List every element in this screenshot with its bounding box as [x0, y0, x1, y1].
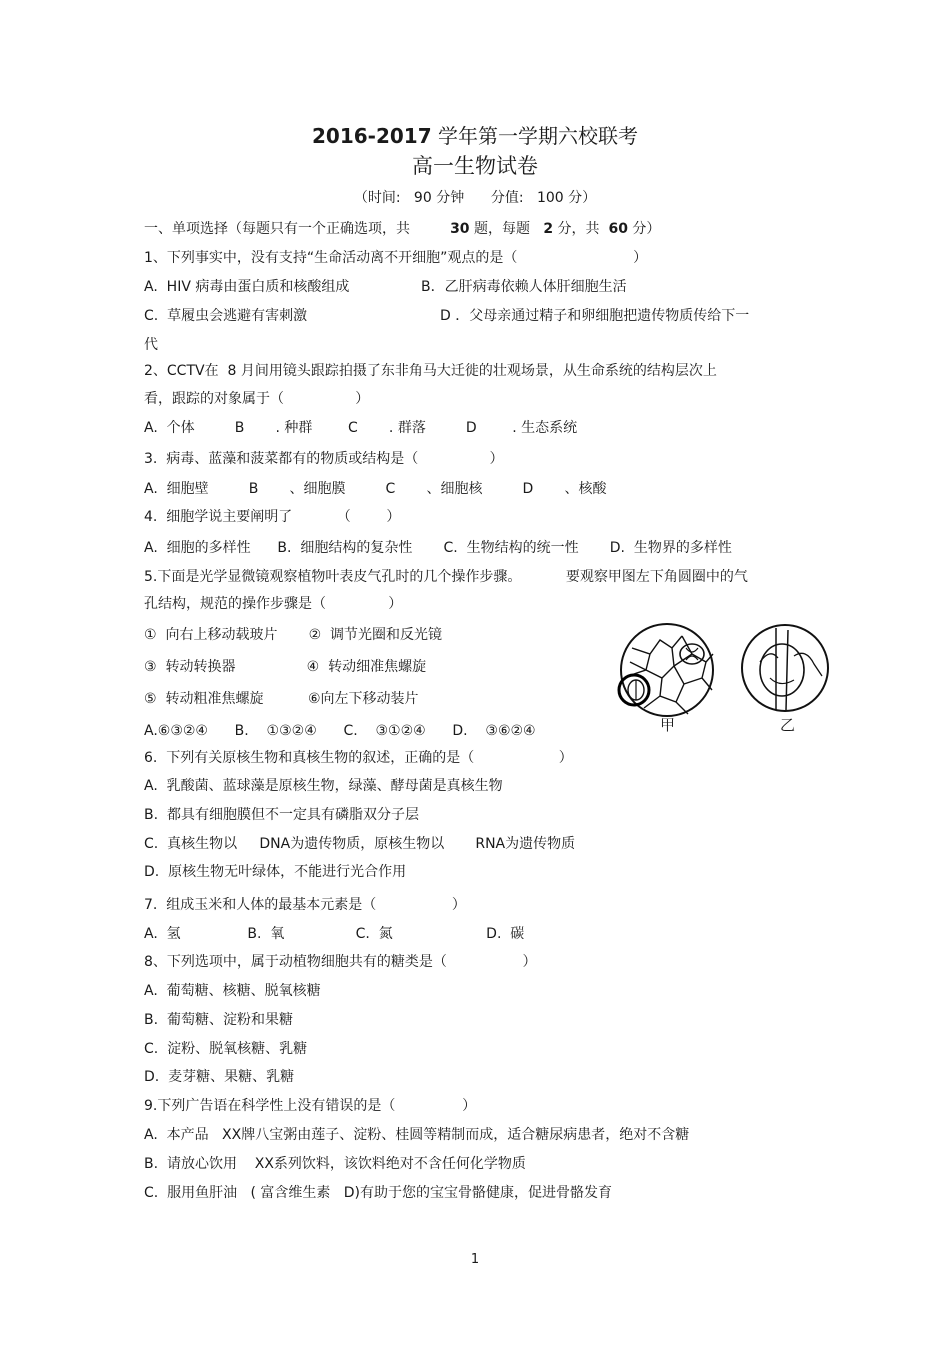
figure-jia-field	[619, 624, 713, 716]
question-line: A. 细胞的多样性 B. 细胞结构的复杂性 C. 生物结构的统一性 D. 生物界的多样性	[144, 540, 732, 556]
question-line: 7. 组成玉米和人体的最基本元素是（ ）	[144, 897, 466, 913]
section-text-c: 分，共	[553, 221, 609, 237]
question-line: D. 麦芽糖、果糖、乳糖	[144, 1069, 295, 1085]
question-line: A. 乳酸菌、蓝球藻是原核生物，绿藻、酵母菌是真核生物	[144, 778, 503, 794]
section-question-count: 30	[450, 221, 470, 237]
question-line: C. 草履虫会逃避有害刺激	[144, 308, 308, 324]
question-line: C. 服用鱼肝油 ( 富含维生素 D)有助于您的宝宝骨骼健康，促进骨骼发育	[144, 1185, 612, 1201]
question-line: D. 原核生物无叶绿体，不能进行光合作用	[144, 864, 407, 880]
question-line: 8、下列选项中，属于动植物细胞共有的糖类是（ ）	[144, 954, 537, 970]
question-line: A. HIV 病毒由蛋白质和核酸组成	[144, 279, 350, 295]
question-line: 5.下面是光学显微镜观察植物叶表皮气孔时的几个操作步骤。 要观察甲图左下角圆圈中的气	[144, 569, 748, 585]
question-line: C. 真核生物以 DNA为遗传物质，原核生物以 RNA为遗传物质	[144, 836, 576, 852]
question-line: 看，跟踪的对象属于（ ）	[144, 391, 370, 407]
question-line: B. 都具有细胞膜但不一定具有磷脂双分子层	[144, 807, 419, 823]
question-line: 3. 病毒、蓝藻和菠菜都有的物质或结构是（ ）	[144, 451, 504, 467]
exam-title	[0, 122, 950, 150]
question-line: ① 向右上移动载玻片 ② 调节光圈和反光镜	[144, 627, 443, 643]
question-line: 代	[144, 337, 158, 353]
exam-subtitle: 高一生物试卷	[412, 154, 538, 178]
question-line: B. 葡萄糖、淀粉和果糖	[144, 1012, 293, 1028]
question-line: C. 淀粉、脱氧核糖、乳糖	[144, 1041, 308, 1057]
microscope-figure	[610, 618, 840, 738]
question-line: 孔结构，规范的操作步骤是（ ）	[144, 596, 403, 612]
question-line: ⑤ 转动粗准焦螺旋 ⑥向左下移动装片	[144, 691, 419, 707]
title-text: 学年第一学期六校联考	[431, 124, 638, 148]
section-heading	[144, 220, 660, 238]
page-number: 1	[470, 1252, 480, 1267]
section-text-a: 一、单项选择（每题只有一个正确选项，共	[144, 221, 451, 237]
question-line: 1、下列事实中，没有支持“生命活动离不开细胞”观点的是（ ）	[144, 250, 648, 266]
section-text-b: 题，每题	[469, 221, 544, 237]
question-line: A. 个体 B . 种群 C . 群落 D . 生态系统	[144, 420, 578, 436]
question-line: A. 葡萄糖、核糖、脱氧核糖	[144, 983, 321, 999]
section-text-d: 分）	[627, 221, 661, 237]
question-line: B. 请放心饮用 XX系列饮料，该饮料绝对不含任何化学物质	[144, 1156, 526, 1172]
question-line: 9.下列广告语在科学性上没有错误的是（ ）	[144, 1098, 477, 1114]
question-line: 4. 细胞学说主要阐明了 （ ）	[144, 509, 401, 525]
question-line: ③ 转动转换器 ④ 转动细准焦螺旋	[144, 659, 427, 675]
title-years: 2016-2017	[312, 124, 432, 148]
section-points-total: 60	[608, 221, 628, 237]
question-line: A. 细胞壁 B 、细胞膜 C 、细胞核 D 、核酸	[144, 481, 607, 497]
figure-label-jia: 甲	[660, 716, 676, 734]
question-line: 6. 下列有关原核生物和真核生物的叙述，正确的是（ ）	[144, 750, 573, 766]
figure-label-yi: 乙	[780, 716, 796, 734]
question-line: A. 本产品 XX牌八宝粥由莲子、淀粉、桂圆等精制而成，适合糖尿病患者，绝对不含糖	[144, 1127, 690, 1143]
figure-yi-field	[742, 625, 828, 711]
question-line: A.⑥③②④ B. ①③②④ C. ③①②④ D. ③⑥②④	[144, 723, 536, 739]
question-line: 2、CCTV在 8 月间用镜头跟踪拍摄了东非角马大迁徙的壮观场景，从生命系统的结构层次上	[144, 363, 717, 379]
question-line: A. 氢 B. 氧 C. 氮 D. 碳	[144, 926, 525, 942]
question-line: B．乙肝病毒依赖人体肝细胞生活	[421, 279, 627, 295]
question-line: D ．父母亲通过精子和卵细胞把遗传物质传给下一	[440, 308, 750, 324]
section-points-each: 2	[543, 221, 554, 237]
exam-info: （时间: 90 分钟 分值: 100 分）	[353, 190, 597, 206]
